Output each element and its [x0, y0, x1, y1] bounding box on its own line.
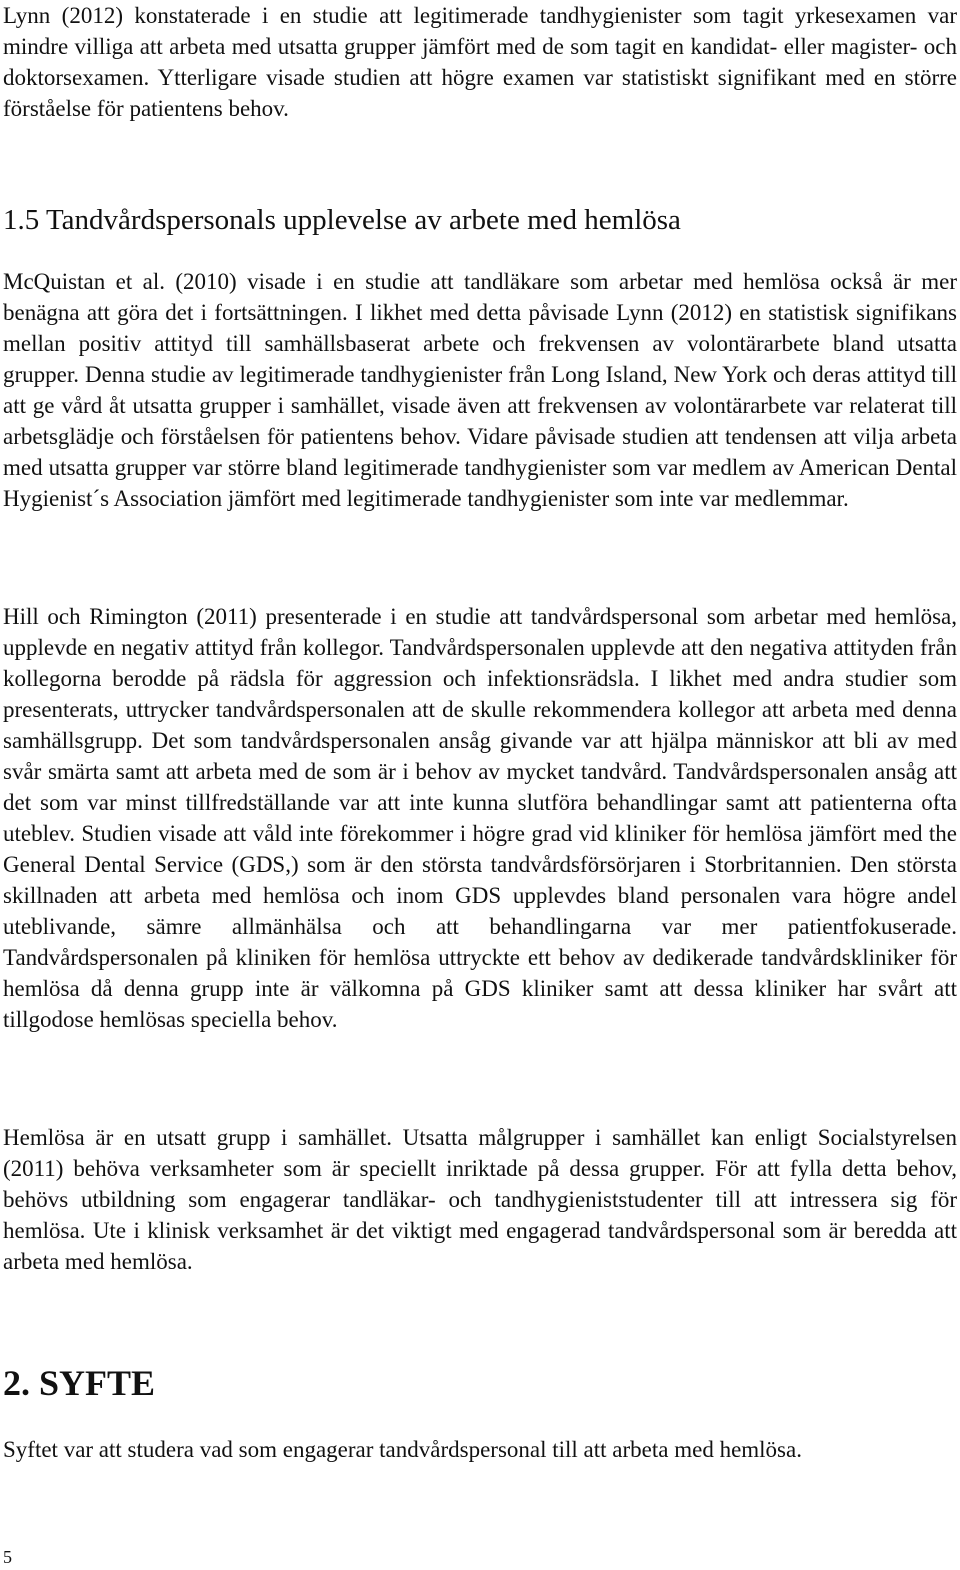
section-2-heading: 2. SYFTE [3, 1363, 156, 1403]
section-2-paragraph: Syftet var att studera vad som engagerar tandvårdspersonal till att arbeta med hemlösa. [3, 1437, 802, 1462]
section-1-5-heading: 1.5 Tandvårdspersonals upplevelse av arbete med hemlösa [3, 204, 681, 236]
section-1-5-paragraph-1: McQuistan et al. (2010) visade i en studie att tandläkare som arbetar med hemlösa också är mer benägna att göra det i fortsättningen. I likhet med detta påvisade Lynn (2012) en statistisk signifikans mellan positiv attityd till samhällsbaserat arbete och frekvensen av volontärarbete bland utsatta grupper. Denna studie av legitimerade tandhygienister från Long Island, New York och deras attityd till att ge vård åt utsatta grupper i samhället, visade även att frekvensen av volontärarbete var relaterat till arbetsglädje och förståelsen för patientens behov. Vidare påvisade studien att tendensen att vilja arbeta med utsatta grupper var större bland legitimerade tandhygienister som var medlem av American Dental Hygienist´s Association jämfört med legitimerade tandhygienister som inte var medlemmar. [3, 269, 957, 511]
intro-paragraph: Lynn (2012) konstaterade i en studie att legitimerade tandhygienister som tagit yrkesexamen var mindre villiga att arbeta med utsatta grupper jämfört med de som tagit en kandidat- eller magister- och doktorsexamen. Ytterligare visade studien att högre examen var statistiskt signifikant med en större förståelse för patientens behov. [3, 3, 957, 121]
section-1-5-paragraph-2: Hill och Rimington (2011) presenterade i en studie att tandvårdspersonal som arbetar med hemlösa, upplevde en negativ attityd från kollegor. Tandvårdspersonalen upplevde att den negativa attityden från kollegorna berodde på rädsla för aggression och infektionsrädsla. I likhet med andra studier som presenterats, uttrycker tandvårdspersonalen att de skulle rekommendera kollegor att arbeta med denna samhällsgrupp. Det som tandvårdspersonalen ansåg givande var att hjälpa människor att bli av med svår smärta samt att arbeta med de som är i behov av mycket tandvård. Tandvårdspersonalen ansåg att det som var minst tillfredställande var att inte kunna slutföra behandlingar samt att patienterna ofta uteblev. Studien visade att våld inte förekommer i högre grad vid kliniker för hemlösa jämfört med the General Dental Service (GDS,) som är den största tandvårdsförsörjaren i Storbritannien. Den största skillnaden att arbeta med hemlösa och inom GDS upplevdes bland personalen vara högre andel uteblivande, sämre allmänhälsa och att behandlingarna var mer patientfokuserade. Tandvårdspersonalen på kliniken för hemlösa uttryckte ett behov av dedikerade tandvårdskliniker för hemlösa då denna grupp inte är välkomna på GDS kliniker samt att dessa kliniker har svårt att tillgodose hemlösas speciella behov. [3, 604, 957, 1032]
section-1-5-paragraph-3: Hemlösa är en utsatt grupp i samhället. Utsatta målgrupper i samhället kan enligt Socialstyrelsen (2011) behöva verksamheter som är speciellt inriktade på dessa grupper. För att fylla detta behov, behövs utbildning som engagerar tandläkar- och tandhygieniststudenter till att intressera sig för hemlösa. Ute i klinisk verksamhet är det viktigt med engagerad tandvårdspersonal som är beredda att arbeta med hemlösa. [3, 1125, 957, 1274]
page-number: 5 [3, 1547, 12, 1567]
